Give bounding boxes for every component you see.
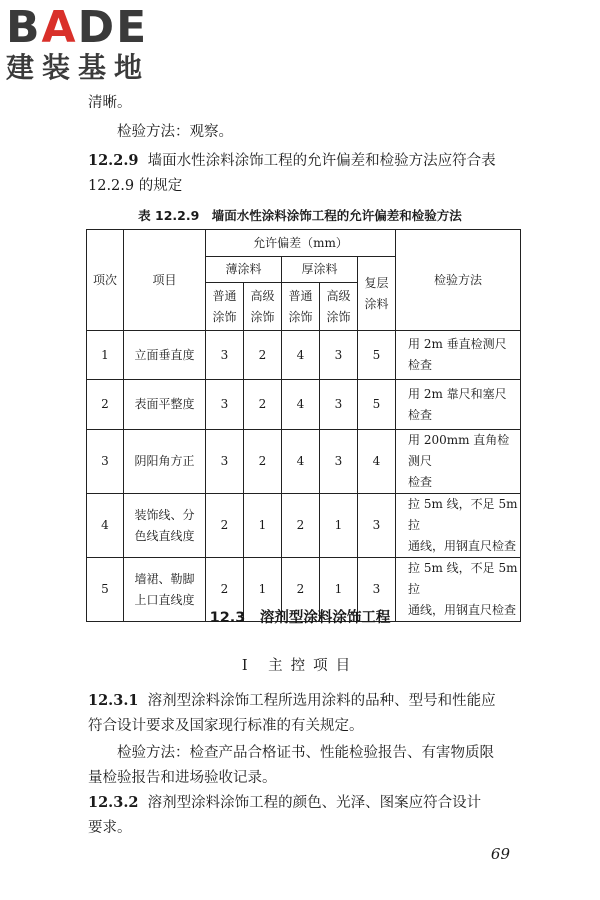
header-item: 项目 — [124, 230, 206, 331]
clause-text: 溶剂型涂料涂饰工程所选用涂料的品种、型号和性能应 — [147, 693, 496, 709]
row-no: 5 — [87, 558, 124, 622]
text-line: 清晰。 — [88, 95, 132, 111]
header-thick-coating: 厚涂料 — [282, 257, 358, 283]
row-value: 2 — [206, 558, 244, 622]
row-value: 3 — [358, 558, 396, 622]
clause-continuation: 符合设计要求及国家现行标准的有关规定。 — [88, 718, 364, 734]
row-item: 装饰线、分 色线直线度 — [124, 494, 206, 558]
header-thin-coating: 薄涂料 — [206, 257, 282, 283]
clause-12-3-2 — [88, 793, 481, 813]
clause-continuation: 要求。 — [88, 820, 132, 836]
tolerance-table — [86, 229, 521, 622]
row-item: 阴阳角方正 — [124, 430, 206, 494]
row-value: 2 — [282, 558, 320, 622]
clause-number: 12.2.9 — [88, 152, 139, 169]
row-item: 表面平整度 — [124, 380, 206, 430]
row-method: 拉 5m 线，不足 5m 拉 通线，用钢直尺检查 — [396, 558, 521, 622]
section-subtitle: Ⅰ 主控项目 — [241, 658, 359, 674]
logo-subtitle: 建装基地 — [6, 51, 151, 84]
header-allowance: 允许偏差（mm） — [206, 230, 396, 257]
header-thin-normal: 普通 涂饰 — [206, 283, 244, 331]
row-value: 4 — [282, 331, 320, 380]
clause-12-2-9 — [88, 151, 496, 171]
row-value: 2 — [244, 331, 282, 380]
header-thin-advanced: 高级 涂饰 — [244, 283, 282, 331]
row-no: 2 — [87, 380, 124, 430]
row-no: 1 — [87, 331, 124, 380]
clause-text: 溶剂型涂料涂饰工程的颜色、光泽、图案应符合设计 — [147, 795, 482, 811]
header-thick-normal: 普通 涂饰 — [282, 283, 320, 331]
page-number: 69 — [490, 845, 510, 863]
brand-logo — [6, 4, 176, 84]
row-value: 3 — [320, 380, 358, 430]
row-value: 4 — [282, 430, 320, 494]
row-value: 3 — [358, 494, 396, 558]
row-value: 4 — [358, 430, 396, 494]
header-method: 检验方法 — [396, 230, 521, 331]
row-item: 墙裙、勒脚 上口直线度 — [124, 558, 206, 622]
row-value: 2 — [244, 430, 282, 494]
row-value: 5 — [358, 380, 396, 430]
table-caption: 表 12.2.9 墙面水性涂料涂饰工程的允许偏差和检验方法 — [138, 208, 462, 223]
row-value: 3 — [320, 430, 358, 494]
row-value: 4 — [282, 380, 320, 430]
row-value: 3 — [206, 331, 244, 380]
table-row — [87, 494, 521, 558]
row-no: 3 — [87, 430, 124, 494]
row-method: 用 2m 垂直检测尺 检查 — [396, 331, 521, 380]
row-no: 4 — [87, 494, 124, 558]
row-value: 2 — [206, 494, 244, 558]
row-item: 立面垂直度 — [124, 331, 206, 380]
inspection-method-continuation: 量检验报告和进场验收记录。 — [88, 770, 277, 786]
row-method: 用 200mm 直角检测尺 检查 — [396, 430, 521, 494]
row-method: 拉 5m 线，不足 5m 拉 通线，用钢直尺检查 — [396, 494, 521, 558]
row-value: 3 — [206, 380, 244, 430]
clause-12-3-1 — [88, 691, 496, 711]
clause-number: 12.3.2 — [88, 794, 139, 811]
row-value: 1 — [320, 558, 358, 622]
header-thick-advanced: 高级 涂饰 — [320, 283, 358, 331]
row-value: 2 — [244, 380, 282, 430]
header-multilayer-coating: 复层 涂料 — [358, 257, 396, 331]
row-value: 2 — [282, 494, 320, 558]
clause-continuation: 12.2.9 的规定 — [88, 178, 183, 194]
header-no: 项次 — [87, 230, 124, 331]
inspection-method: 检验方法：检查产品合格证书、性能检验报告、有害物质限 — [117, 745, 494, 761]
logo-wordmark: BADE — [6, 2, 149, 53]
row-value: 3 — [320, 331, 358, 380]
row-value: 1 — [244, 494, 282, 558]
clause-number: 12.3.1 — [88, 692, 139, 709]
table-row — [87, 331, 521, 380]
row-value: 5 — [358, 331, 396, 380]
row-value: 1 — [244, 558, 282, 622]
row-method: 用 2m 靠尺和塞尺 检查 — [396, 380, 521, 430]
table-row — [87, 430, 521, 494]
table-row — [87, 380, 521, 430]
row-value: 3 — [206, 430, 244, 494]
section-title: 12.3 溶剂型涂料涂饰工程 — [209, 610, 391, 626]
row-value: 1 — [320, 494, 358, 558]
clause-text: 墙面水性涂料涂饰工程的允许偏差和检验方法应符合表 — [147, 153, 496, 169]
inspection-method: 检验方法：观察。 — [117, 124, 233, 140]
